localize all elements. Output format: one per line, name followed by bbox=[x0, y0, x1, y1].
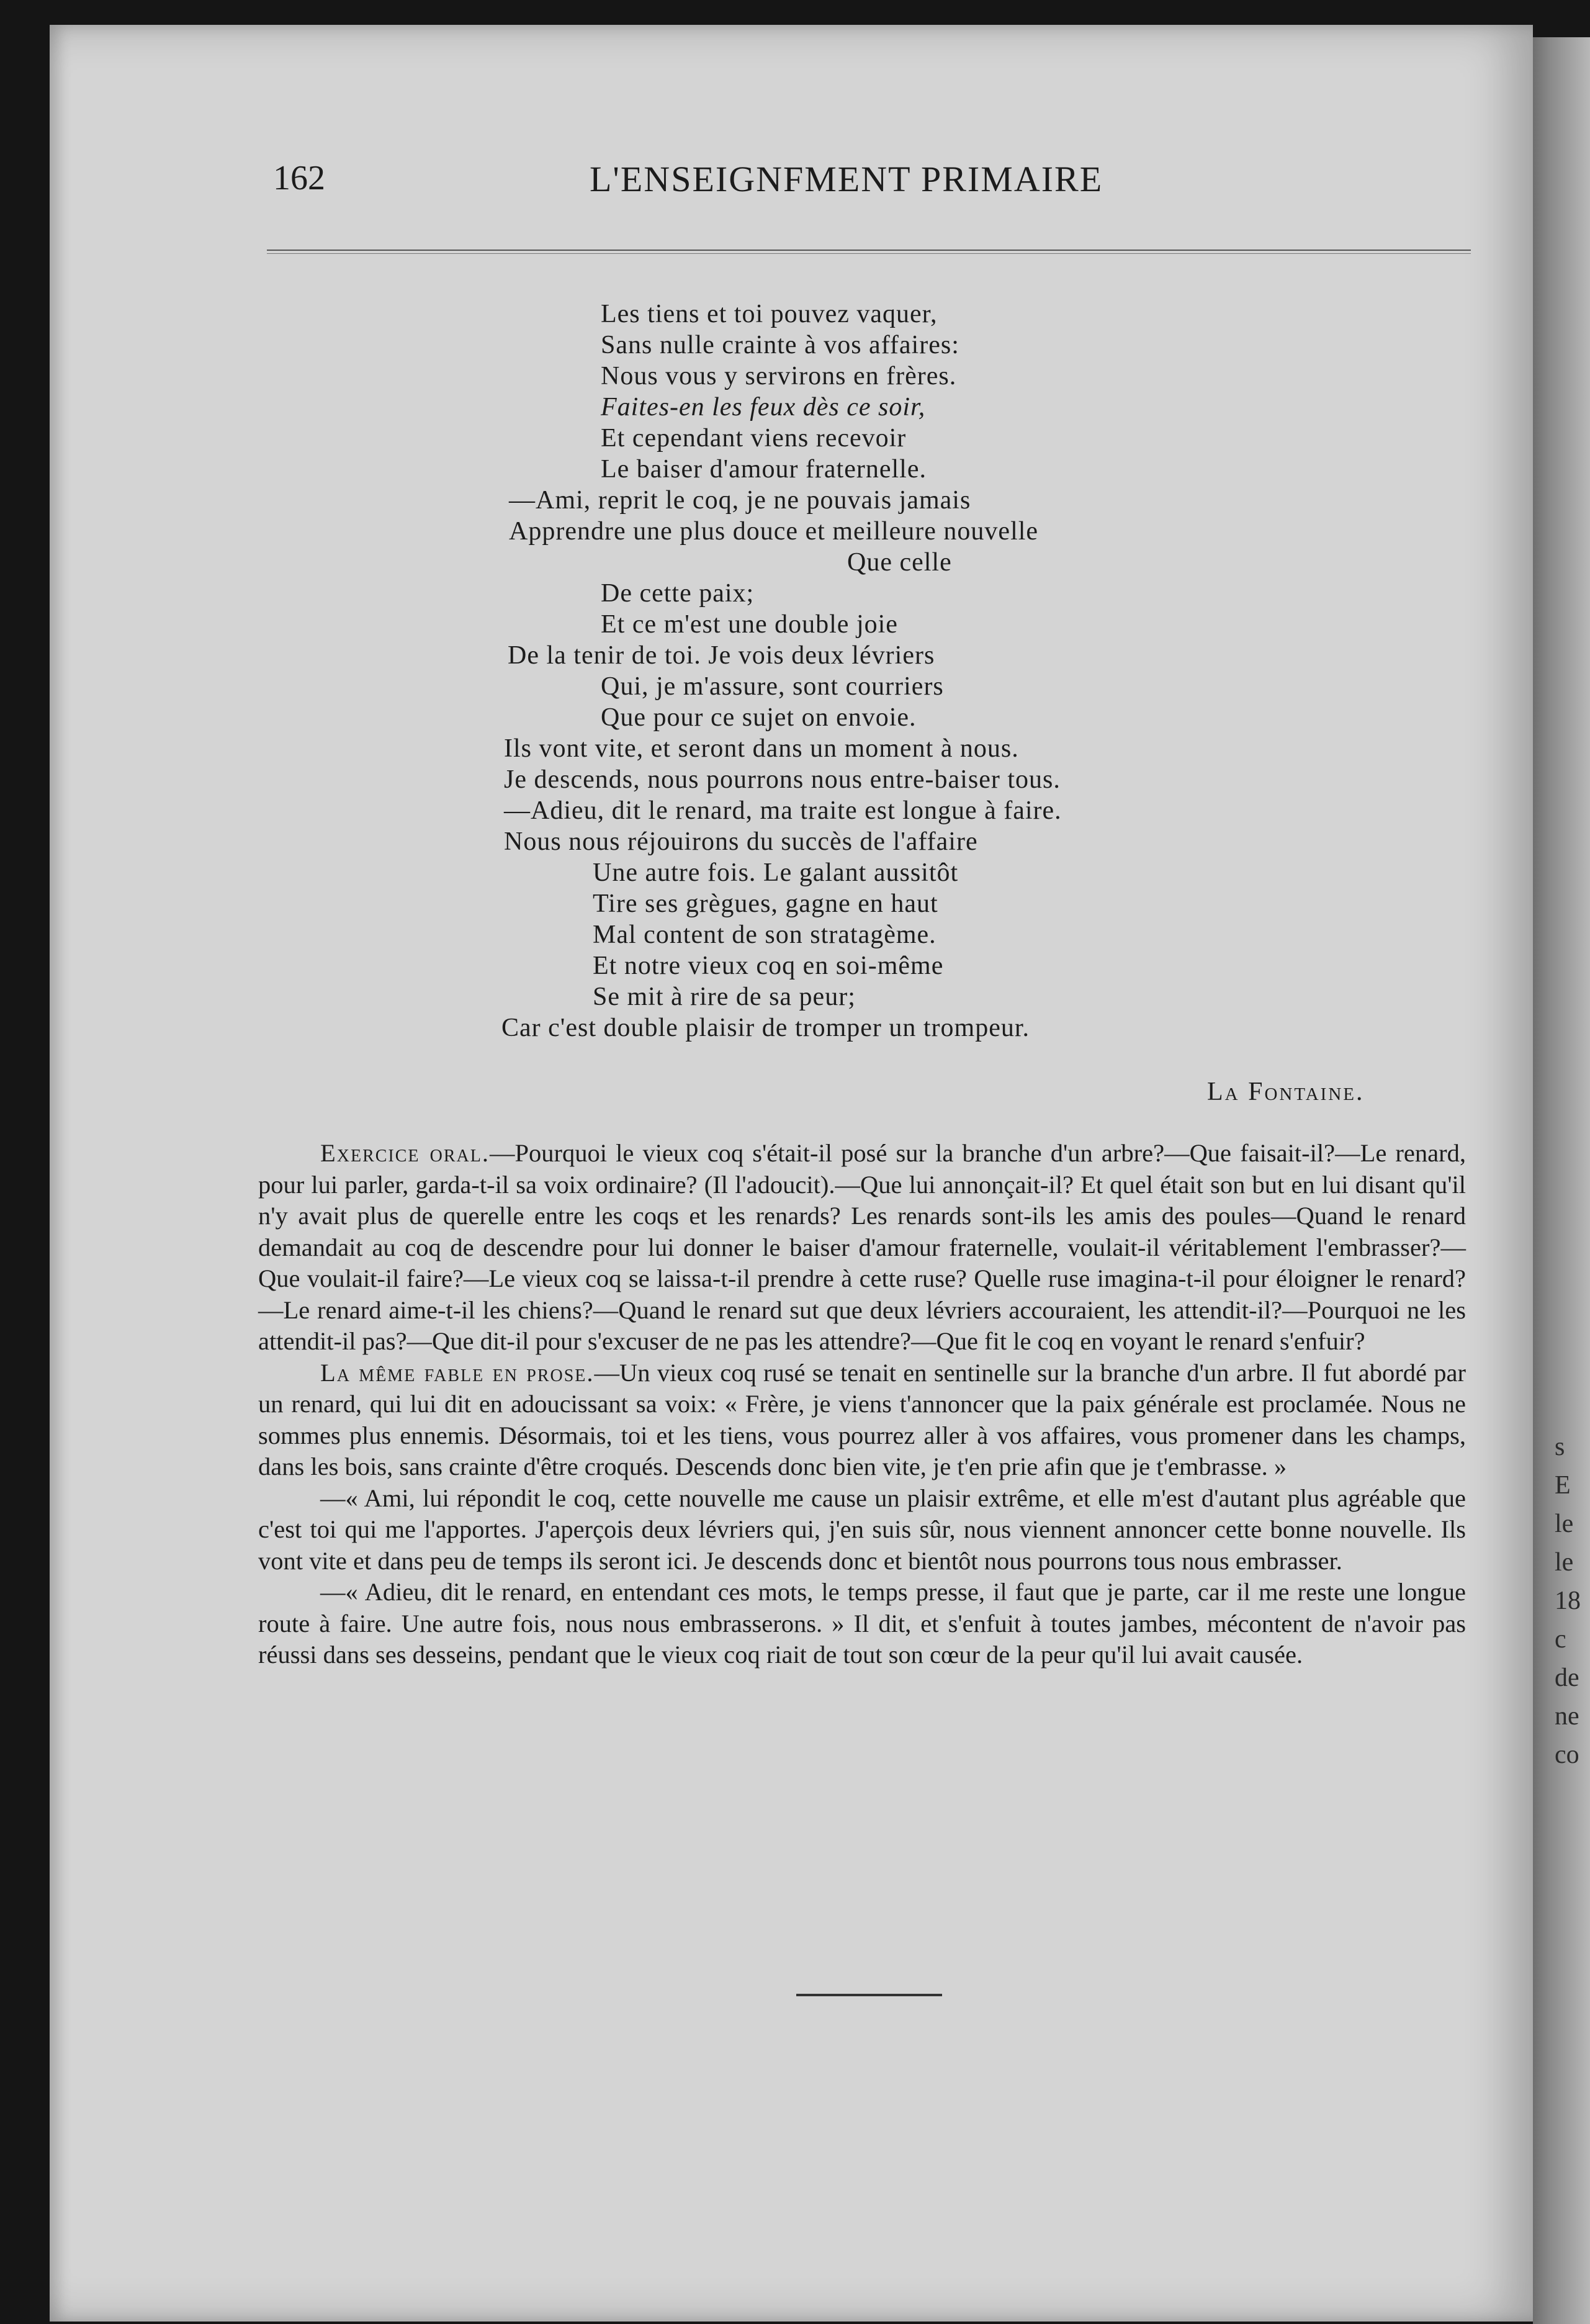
poem-line: Sans nulle crainte à vos affaires: bbox=[601, 331, 959, 359]
poem-line: Je descends, nous pourrons nous entre-baiser tous. bbox=[504, 765, 1061, 794]
fragment: ne bbox=[1555, 1702, 1579, 1731]
header-rule bbox=[267, 250, 1471, 254]
poem-line: Ils vont vite, et seront dans un moment à nous. bbox=[504, 734, 1019, 763]
fable-label: La même fable en prose. bbox=[320, 1358, 595, 1387]
exercise-paragraph bbox=[258, 1138, 1466, 1358]
poem-line: Une autre fois. Le galant aussitôt bbox=[593, 858, 959, 887]
page-header bbox=[273, 158, 1154, 208]
poem-line: Tire ses grègues, gagne en haut bbox=[593, 890, 938, 918]
poem-line: Et notre vieux coq en soi-même bbox=[593, 952, 944, 980]
fragment: c bbox=[1555, 1625, 1566, 1654]
exercise-label: Exercice oral. bbox=[320, 1139, 490, 1167]
prose-section bbox=[258, 1138, 1466, 1671]
poem-line: De cette paix; bbox=[601, 579, 755, 608]
poem-line: —Adieu, dit le renard, ma traite est longue à faire. bbox=[504, 796, 1062, 825]
fragment: le bbox=[1555, 1548, 1574, 1577]
fragment: s bbox=[1555, 1433, 1565, 1461]
poem-line: Et cependant viens recevoir bbox=[601, 424, 907, 453]
poem-line: Que pour ce sujet on envoie. bbox=[601, 703, 917, 732]
poem-line: Et ce m'est une double joie bbox=[601, 610, 898, 639]
exercise-text: —Pourquoi le vieux coq s'était-il posé sur la branche d'un arbre?—Que faisait-il?—Le renard, pour lui parler, garda-t-il sa voix ordinaire? (Il l'adoucit).—Que lui annonçait-il? Et quel était son but en lui disant qu'il n'y avait plus de querelle entre les coqs et les renards? Les renards sont-ils les amis des poules—Quand le renard demandait au coq de descendre pour lui donner le baiser d'amour fraternelle, voulait-il véritablement l'embrasser?—Que voulait-il faire?—Le vieux coq se laissa-t-il prendre à cette ruse? Quelle ruse imagina-t-il pour éloigner le renard?—Le renard aime-t-il les chiens?—Quand le renard sut que deux lévriers accouraient, les attendit-il?—Pourquoi ne les attendit-il pas?—Que dit-il pour s'excuser de ne pas les attendre?—Que fit le coq en voyant le renard s'enfuir? bbox=[258, 1139, 1466, 1355]
poem-line: Les tiens et toi pouvez vaquer, bbox=[601, 300, 938, 328]
page-number: 162 bbox=[273, 159, 325, 197]
fragment: le bbox=[1555, 1510, 1574, 1538]
poem-line: De la tenir de toi. Je vois deux lévriers bbox=[508, 641, 935, 670]
fragment: de bbox=[1555, 1664, 1579, 1692]
running-title: L'ENSEIGNFMENT PRIMAIRE bbox=[590, 159, 1103, 199]
fragment: co bbox=[1555, 1741, 1579, 1769]
fragment: E bbox=[1555, 1471, 1571, 1500]
author-signature: La Fontaine. bbox=[1207, 1078, 1365, 1106]
prose-paragraph: —« Adieu, dit le renard, en entendant ces mots, le temps presse, il faut que je parte, car il me reste une longue route à faire. Une autre fois, nous nous embrasserons. » Il dit, et s'enfuit à toutes jambes, mécontent de n'avoir pas réussi dans ses desseins, pendant que le vieux coq riait de tout son cœur de la peur qu'il lui avait causée. bbox=[258, 1578, 1466, 1669]
fragment: 18 bbox=[1555, 1587, 1581, 1615]
poem-line: Faites-en les feux dès ce soir, bbox=[601, 393, 926, 421]
poem-line: Apprendre une plus douce et meilleure nouvelle bbox=[509, 517, 1039, 546]
prose-paragraph: —« Ami, lui répondit le coq, cette nouvelle me cause un plaisir extrême, et elle m'est d'autant plus agréable que c'est toi qui me l'apportes. J'aperçois deux lévriers qui, j'en suis sûr, nous viennent annoncer cette bonne nouvelle. Ils vont vite et dans peu de temps ils seront ici. Je descends donc et bientôt nous pourrons tous nous embrasser. bbox=[258, 1484, 1466, 1575]
fable-paragraph bbox=[258, 1358, 1466, 1483]
poem-line: Nous nous réjouirons du succès de l'affaire bbox=[504, 827, 978, 856]
poem-line: Car c'est double plaisir de tromper un trompeur. bbox=[501, 1014, 1030, 1042]
poem-line: Mal content de son stratagème. bbox=[593, 921, 936, 949]
poem-line: Qui, je m'assure, sont courriers bbox=[601, 672, 944, 701]
facing-page-edge bbox=[1533, 37, 1590, 2324]
poem-line: —Ami, reprit le coq, je ne pouvais jamais bbox=[509, 486, 971, 515]
poem-line: Nous vous y servirons en frères. bbox=[601, 362, 957, 390]
end-rule bbox=[796, 1994, 942, 1996]
poem-line: Se mit à rire de sa peur; bbox=[593, 983, 856, 1011]
poem-line: Que celle bbox=[847, 548, 952, 577]
facing-page-fragments bbox=[1555, 1428, 1581, 1774]
fable-text: —Un vieux coq rusé se tenait en sentinelle sur la branche d'un arbre. Il fut abordé par un renard, qui lui dit en adoucissant sa voix: « Frère, je viens t'annoncer que la paix générale est proclamée. Nous ne sommes plus ennemis. Désormais, toi et les tiens, vous pourrez aller à vos affaires, vous promener dans les champs, dans les bois, sans crainte d'être croqués. Descends donc bien vite, je t'en prie afin que je t'embrasse. » bbox=[258, 1358, 1466, 1480]
poem-line: Le baiser d'amour fraternelle. bbox=[601, 455, 927, 484]
